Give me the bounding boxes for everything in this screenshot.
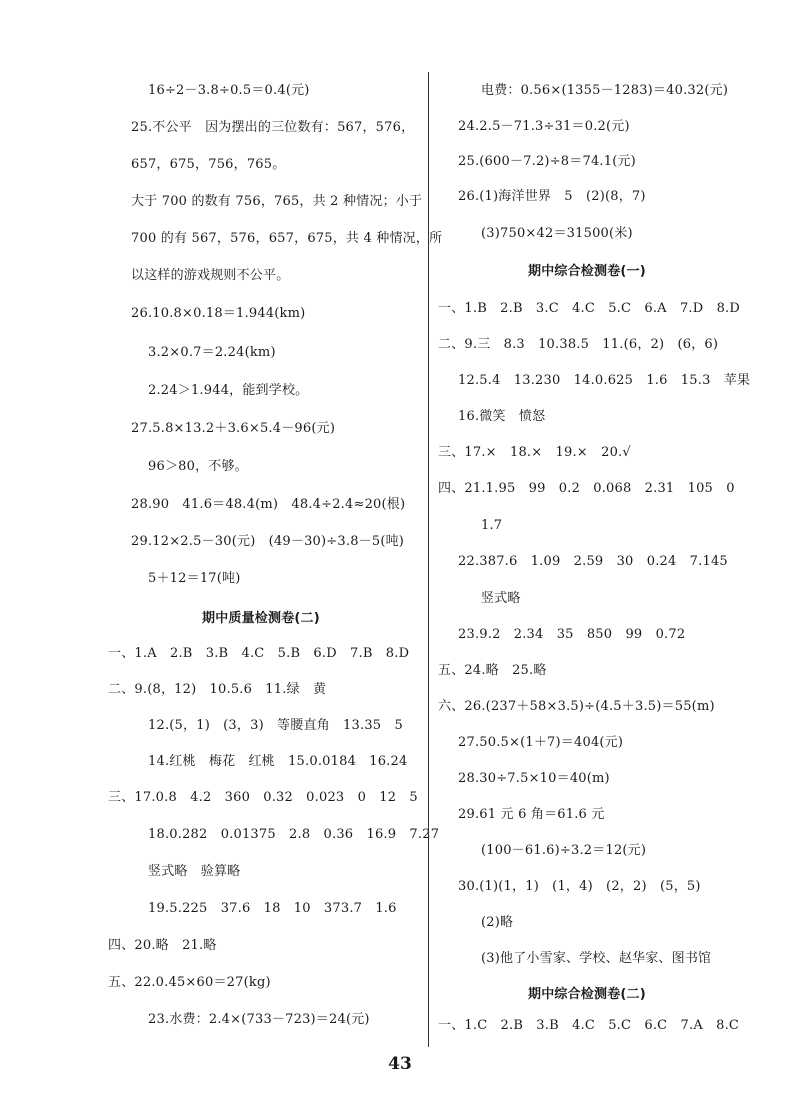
answer-line: 5＋12＝17(吨) (148, 571, 241, 586)
answer-line: 3.2×0.7＝2.24(km) (148, 345, 276, 360)
answer-line: 28.90 41.6＝48.4(m) 48.4÷2.4≈20(根) (131, 497, 406, 512)
answer-line: 二、9.(8，12) 10.5.6 11.绿 黄 (108, 682, 327, 697)
answer-line: 29.12×2.5－30(元) (49－30)÷3.8－5(吨) (131, 534, 405, 549)
section-heading: 期中综合检测卷(一) (528, 264, 646, 279)
answer-line: 30.(1)(1，1) (1，4) (2，2) (5，5) (458, 879, 701, 894)
answer-line: 26.(1)海洋世界 5 (2)(8，7) (458, 189, 646, 204)
answer-line: 16.微笑 愤怒 (458, 409, 546, 424)
answer-line: 二、9.三 8.3 10.38.5 11.(6，2) (6，6) (438, 337, 719, 352)
answer-line: 23.水费：2.4×(733－723)＝24(元) (148, 1012, 370, 1027)
answer-line: 18.0.282 0.01375 2.8 0.36 16.9 7.27 (148, 827, 440, 842)
answer-line: 六、26.(237＋58×3.5)÷(4.5＋3.5)＝55(m) (438, 699, 715, 714)
answer-line: 96＞80，不够。 (148, 459, 248, 474)
answer-line: 2.24＞1.944，能到学校。 (148, 383, 309, 398)
answer-line: (3)750×42＝31500(米) (481, 226, 633, 241)
section-heading: 期中综合检测卷(二) (528, 987, 646, 1002)
answer-line: 大于 700 的数有 756，765，共 2 种情况；小于 (131, 194, 423, 209)
answer-line: 25.不公平 因为摆出的三位数有：567，576， (131, 120, 415, 135)
answer-line: 12.(5，1) (3，3) 等腰直角 13.35 5 (148, 718, 403, 733)
answer-line: 四、20.略 21.略 (108, 938, 217, 953)
answer-line: 三、17.0.8 4.2 360 0.32 0.023 0 12 5 (108, 790, 418, 805)
section-heading: 期中质量检测卷(二) (202, 611, 320, 626)
page-number: 43 (388, 1054, 412, 1074)
answer-line: (100－61.6)÷3.2＝12(元) (481, 843, 647, 858)
answer-line: 27.50.5×(1＋7)＝404(元) (458, 735, 624, 750)
answer-line: 28.30÷7.5×10＝40(m) (458, 771, 610, 786)
answer-line: (3)他了小雪家、学校、赵华家、图书馆 (481, 951, 712, 966)
answer-line: 1.7 (481, 518, 503, 533)
answer-line: 23.9.2 2.34 35 850 99 0.72 (458, 627, 686, 642)
answer-line: 四、21.1.95 99 0.2 0.068 2.31 105 0 (438, 481, 735, 496)
answer-line: 16÷2－3.8÷0.5＝0.4(元) (148, 83, 310, 98)
answer-line: 700 的有 567，576，657，675，共 4 种情况，所 (131, 231, 443, 246)
answer-line: 五、22.0.45×60＝27(kg) (108, 975, 271, 990)
answer-line: 五、24.略 25.略 (438, 663, 547, 678)
answer-line: 一、1.B 2.B 3.C 4.C 5.C 6.A 7.D 8.D (438, 301, 741, 316)
answer-line: 26.10.8×0.18＝1.944(km) (131, 306, 306, 321)
answer-line: 三、17.× 18.× 19.× 20.√ (438, 445, 631, 460)
answer-line: 竖式略 (481, 591, 521, 606)
answer-line: 25.(600－7.2)÷8＝74.1(元) (458, 154, 636, 169)
answer-line: 一、1.C 2.B 3.B 4.C 5.C 6.C 7.A 8.C (438, 1018, 740, 1033)
answer-line: 竖式略 验算略 (148, 864, 241, 879)
answer-line: 27.5.8×13.2＋3.6×5.4－96(元) (131, 421, 336, 436)
answer-line: (2)略 (481, 915, 514, 930)
answer-line: 657，675，756，765。 (131, 157, 286, 172)
column-divider (428, 72, 429, 1047)
answer-line: 12.5.4 13.230 14.0.625 1.6 15.3 苹果 (458, 373, 751, 388)
answer-line: 14.红桃 梅花 红桃 15.0.0184 16.24 (148, 754, 408, 769)
answer-line: 19.5.225 37.6 18 10 373.7 1.6 (148, 901, 397, 916)
answer-line: 电费：0.56×(1355－1283)＝40.32(元) (481, 83, 729, 98)
answer-line: 22.387.6 1.09 2.59 30 0.24 7.145 (458, 554, 728, 569)
answer-line: 一、1.A 2.B 3.B 4.C 5.B 6.D 7.B 8.D (108, 646, 410, 661)
answer-line: 24.2.5－71.3÷31＝0.2(元) (458, 119, 630, 134)
answer-line: 以这样的游戏规则不公平。 (131, 268, 290, 283)
answer-line: 29.61 元 6 角＝61.6 元 (458, 807, 605, 822)
